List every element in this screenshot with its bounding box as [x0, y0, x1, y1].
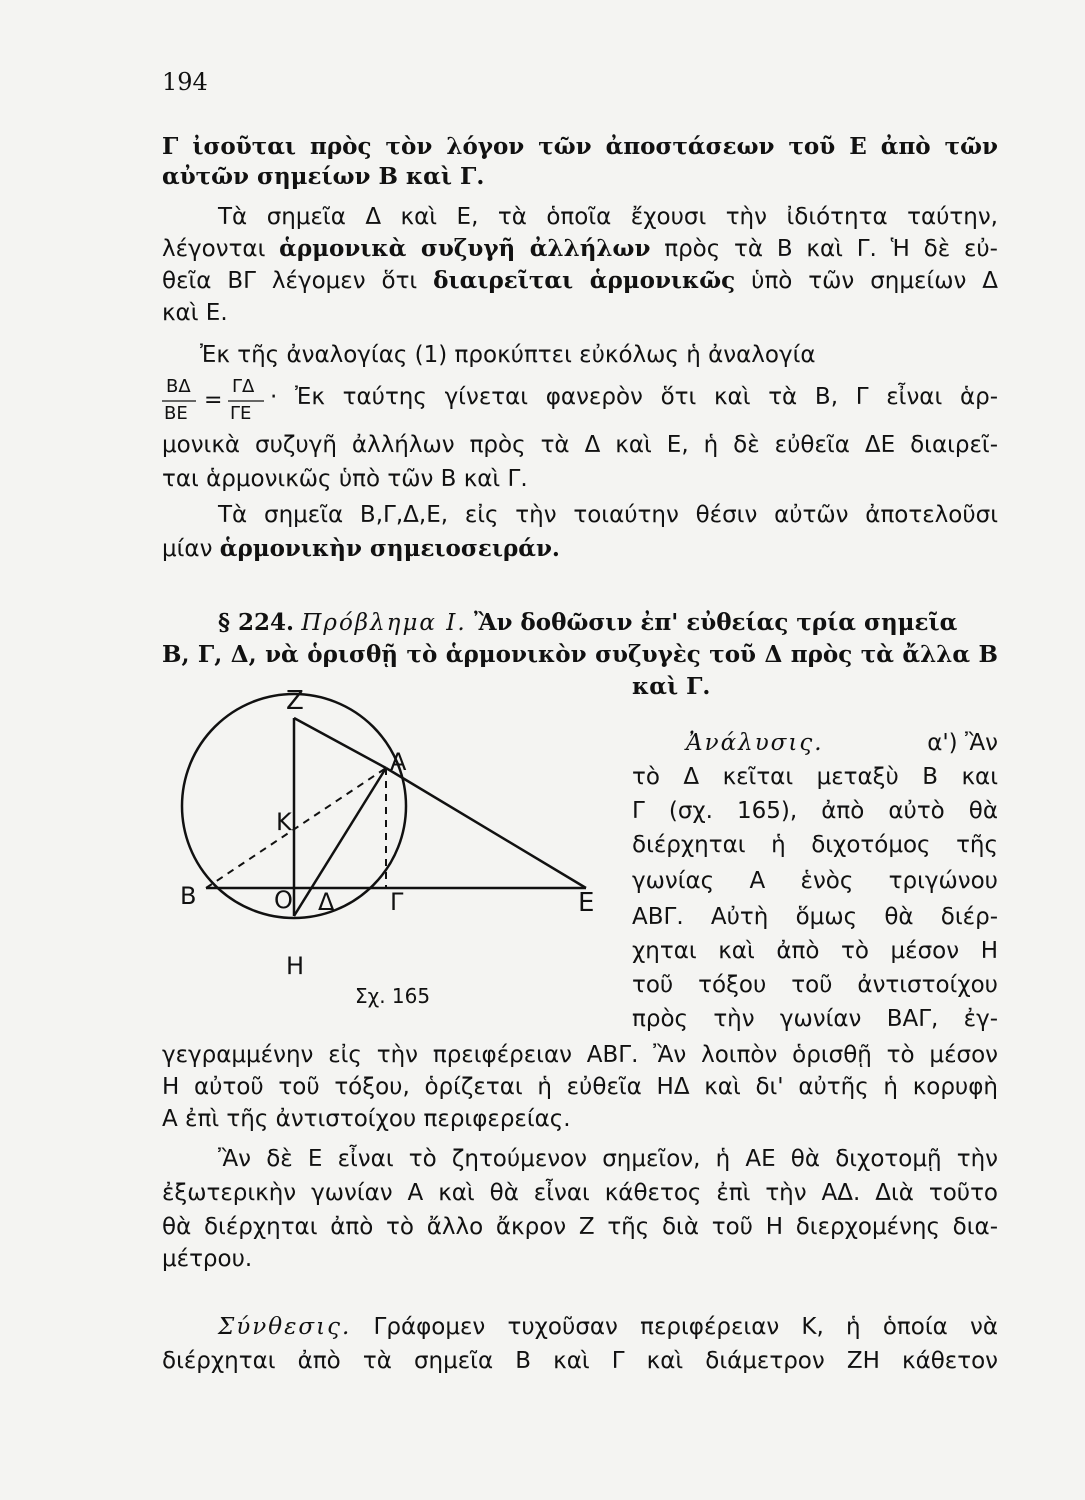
label-b: Β	[180, 882, 197, 910]
p7-line3: θὰ διέρχηται ἀπὸ τὸ ἄλλο ἄκρον Ζ τῆς διὰ τοῦ Η διερχομένης δια-	[162, 1214, 998, 1240]
p6-right-line3: Γ (σχ. 165), ἀπὸ αὐτὸ θὰ	[632, 798, 998, 824]
p3-line4: ται ἁρμονικῶς ὑπὸ τῶν Β καὶ Γ.	[162, 466, 528, 492]
p1-line1: Γ ἰσοῦται πρὸς τὸν λόγον τῶν ἀποστάσεων τοῦ Ε ἀπὸ τῶν	[162, 133, 998, 160]
p2-line2-a: λέγονται	[162, 236, 280, 262]
line-ba-dashed	[206, 768, 386, 888]
label-o: Ο	[274, 886, 293, 914]
term-harmonic-range: ἁρμονικὴν σημειοσειράν.	[219, 535, 560, 562]
p6-right-line5: γωνίας Α ἑνὸς τριγώνου	[632, 868, 998, 894]
p3-line3: μονικὰ συζυγῆ ἀλλήλων πρὸς τὰ Δ καὶ Ε, ἡ δὲ εὐθεῖα ΔΕ διαιρεῖ-	[162, 432, 998, 458]
term-harmonic-conjugates: ἁρμονικὰ συζυγῆ ἀλλήλων	[279, 235, 651, 262]
p6-r1-text: α') Ἂν	[927, 730, 998, 756]
p5-line1	[218, 608, 998, 638]
figure-165	[172, 690, 602, 990]
p1-line2: αὐτῶν σημείων Β καὶ Γ.	[162, 163, 485, 190]
p7-line1: Ἂν δὲ Ε εἶναι τὸ ζητούμενον σημεῖον, ἡ ΑΕ θὰ διχοτομῇ τὴν	[218, 1146, 998, 1172]
p5-line2: Β, Γ, Δ, νὰ ὁρισθῇ τὸ ἁρμονικὸν συζυγὲς τοῦ Δ πρὸς τὰ ἄλλα Β	[162, 641, 998, 668]
synthesis-title: Σύνθεσις.	[218, 1314, 352, 1340]
p7-line4: μέτρου.	[162, 1246, 253, 1272]
p3-line2: · Ἐκ ταύτης γίνεται φανερὸν ὅτι καὶ τὰ Β, Γ εἶναι ἁρ-	[270, 384, 998, 410]
frac1-denominator: ΒΕ	[164, 403, 188, 424]
p2-line2-c: πρὸς τὰ Β καὶ Γ. Ἡ δὲ εὐ-	[650, 236, 998, 262]
fraction-equation	[162, 376, 272, 430]
section-number: § 224.	[218, 609, 295, 636]
p6-right-line9: πρὸς τὴν γωνίαν ΒΑΓ, ἐγ-	[632, 1006, 998, 1032]
label-d: Δ	[318, 888, 335, 916]
frac2-numerator: ΓΔ	[232, 376, 255, 397]
p6-right-line8: τοῦ τόξου τοῦ ἀντιστοίχου	[632, 972, 998, 998]
p6-line1: γεγραμμένην εἰς τὴν πρειφέρειαν ΑΒΓ. Ἂν λοιπὸν ὁρισθῇ τὸ μέσον	[162, 1042, 998, 1068]
label-h: Η	[286, 952, 305, 980]
equals-sign: =	[204, 388, 223, 413]
line-ae	[386, 768, 586, 888]
p6-line2: Η αὐτοῦ τοῦ τόξου, ὁρίζεται ἡ εὐθεῖα ΗΔ καὶ δι' αὐτῆς ἡ κορυφὴ	[162, 1074, 998, 1100]
label-e: Ε	[578, 888, 595, 918]
p6-right-line4: διέρχηται ἡ διχοτόμος τῆς	[632, 832, 998, 858]
p8-line2: διέρχηται ἀπὸ τὰ σημεῖα Β καὶ Γ καὶ διάμετρον ΖΗ κάθετον	[162, 1348, 998, 1374]
p6-right-line2: τὸ Δ κεῖται μεταξὺ Β και	[632, 764, 998, 790]
problem-title: Πρόβλημα Ι.	[301, 610, 467, 636]
analysis-title: Ἀνάλυσις.	[686, 730, 824, 756]
p8-line1	[218, 1312, 998, 1342]
p6-right-line6: ΑΒΓ. Αὐτὴ ὅμως θὰ διέρ-	[632, 904, 998, 930]
term-divided-harmonically: διαιρεῖται ἁρμονικῶς	[433, 267, 736, 294]
p7-line2: ἐξωτερικὴν γωνίαν Α καὶ θὰ εἶναι κάθετος ἐπὶ τὴν ΑΔ. Διὰ τοῦτο	[162, 1180, 998, 1206]
label-z: Ζ	[286, 686, 304, 716]
label-g: Γ	[390, 888, 404, 916]
p6-line3: Α ἐπὶ τῆς ἀντιστοίχου περιφερείας.	[162, 1106, 571, 1132]
p4-line2	[162, 534, 998, 564]
p6-right-line1	[686, 728, 998, 758]
label-k: Κ	[276, 808, 292, 836]
label-a: Α	[390, 748, 407, 776]
page-number: 194	[162, 68, 208, 96]
frac1-numerator: ΒΔ	[166, 376, 191, 397]
p8-line1-text: Γράφομεν τυχοῦσαν περιφέρειαν Κ, ἡ ὁποία νὰ	[373, 1314, 998, 1340]
p5-line1-text: Ἂν δοθῶσιν ἐπ' εὐθείας τρία σημεῖα	[473, 609, 958, 636]
p6-right-line7: χηται καὶ ἀπὸ τὸ μέσον Η	[632, 938, 998, 964]
p4-line1: Τὰ σημεῖα Β,Γ,Δ,Ε, εἰς τὴν τοιαύτην θέσιν αὐτῶν ἀποτελοῦσι	[218, 502, 998, 528]
p2-line3-c: ὑπὸ τῶν σημείων Δ	[735, 268, 998, 294]
frac2-denominator: ΓΕ	[230, 403, 252, 424]
p2-line1: Τὰ σημεῖα Δ καὶ Ε, τὰ ὁποῖα ἔχουσι τὴν ἰδιότητα ταύτην,	[218, 204, 998, 230]
p3-line1: Ἐκ τῆς ἀναλογίας (1) προκύπτει εὐκόλως ἡ ἀναλογία	[200, 342, 816, 368]
figure-caption: Σχ. 165	[355, 984, 431, 1008]
p2-line4: καὶ Ε.	[162, 300, 228, 326]
p2-line3	[162, 266, 998, 296]
p2-line2	[162, 234, 998, 264]
p2-line3-a: θεῖα ΒΓ λέγομεν ὅτι	[162, 268, 434, 294]
line-ha	[294, 768, 386, 916]
p4-line2-a: μίαν	[162, 536, 220, 562]
p5-line3: καὶ Γ.	[632, 673, 711, 700]
